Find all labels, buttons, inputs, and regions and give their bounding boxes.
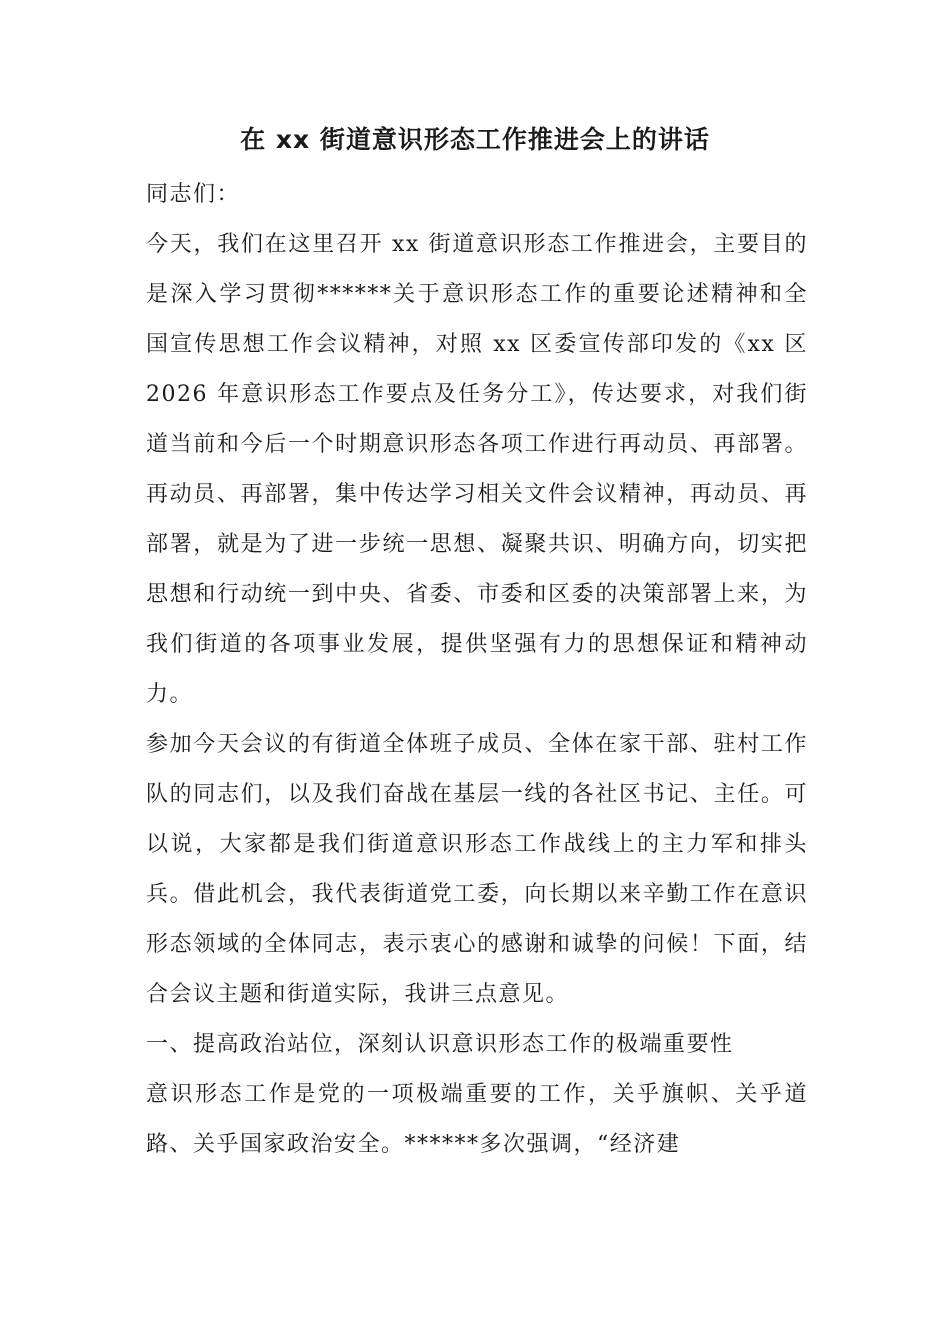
salutation-paragraph: 同志们： bbox=[146, 182, 241, 207]
document-body bbox=[146, 170, 808, 1170]
document-title: 在 xx 街道意识形态工作推进会上的讲话 bbox=[240, 125, 710, 154]
section-heading-1: 一、提高政治站位，深刻认识意识形态工作的极端重要性 bbox=[146, 1032, 734, 1057]
opening-paragraph: 今天，我们在这里召开 xx 街道意识形态工作推进会，主要目的是深入学习贯彻******关于意识形态工作的重要论述精神和全国宣传思想工作会议精神，对照 xx 区委宣传部印发的《xx 区 2026 年意识形态工作要点及任务分工》，传达要求，对我们街道当前和今后一个时期意识形态各项工作进行再动员、再部署。再动员、再部署，集中传达学习相关文件会议精神，再动员、再部署，就是为了进一步统一思想、凝聚共识、明确方向，切实把思想和行动统一到中央、省委、市委和区委的决策部署上来，为我们街道的各项事业发展，提供坚强有力的思想保证和精神动力。 bbox=[146, 232, 808, 707]
attendees-paragraph: 参加今天会议的有街道全体班子成员、全体在家干部、驻村工作队的同志们，以及我们奋战在基层一线的各社区书记、主任。可以说，大家都是我们街道意识形态工作战线上的主力军和排头兵。借此机会，我代表街道党工委，向长期以来辛勤工作在意识形态领域的全体同志，表示衷心的感谢和诚挚的问候！下面，结合会议主题和街道实际，我讲三点意见。 bbox=[146, 732, 808, 1007]
section-1-paragraph: 意识形态工作是党的一项极端重要的工作，关乎旗帜、关乎道路、关乎国家政治安全。******多次强调，“经济建 bbox=[146, 1082, 808, 1157]
